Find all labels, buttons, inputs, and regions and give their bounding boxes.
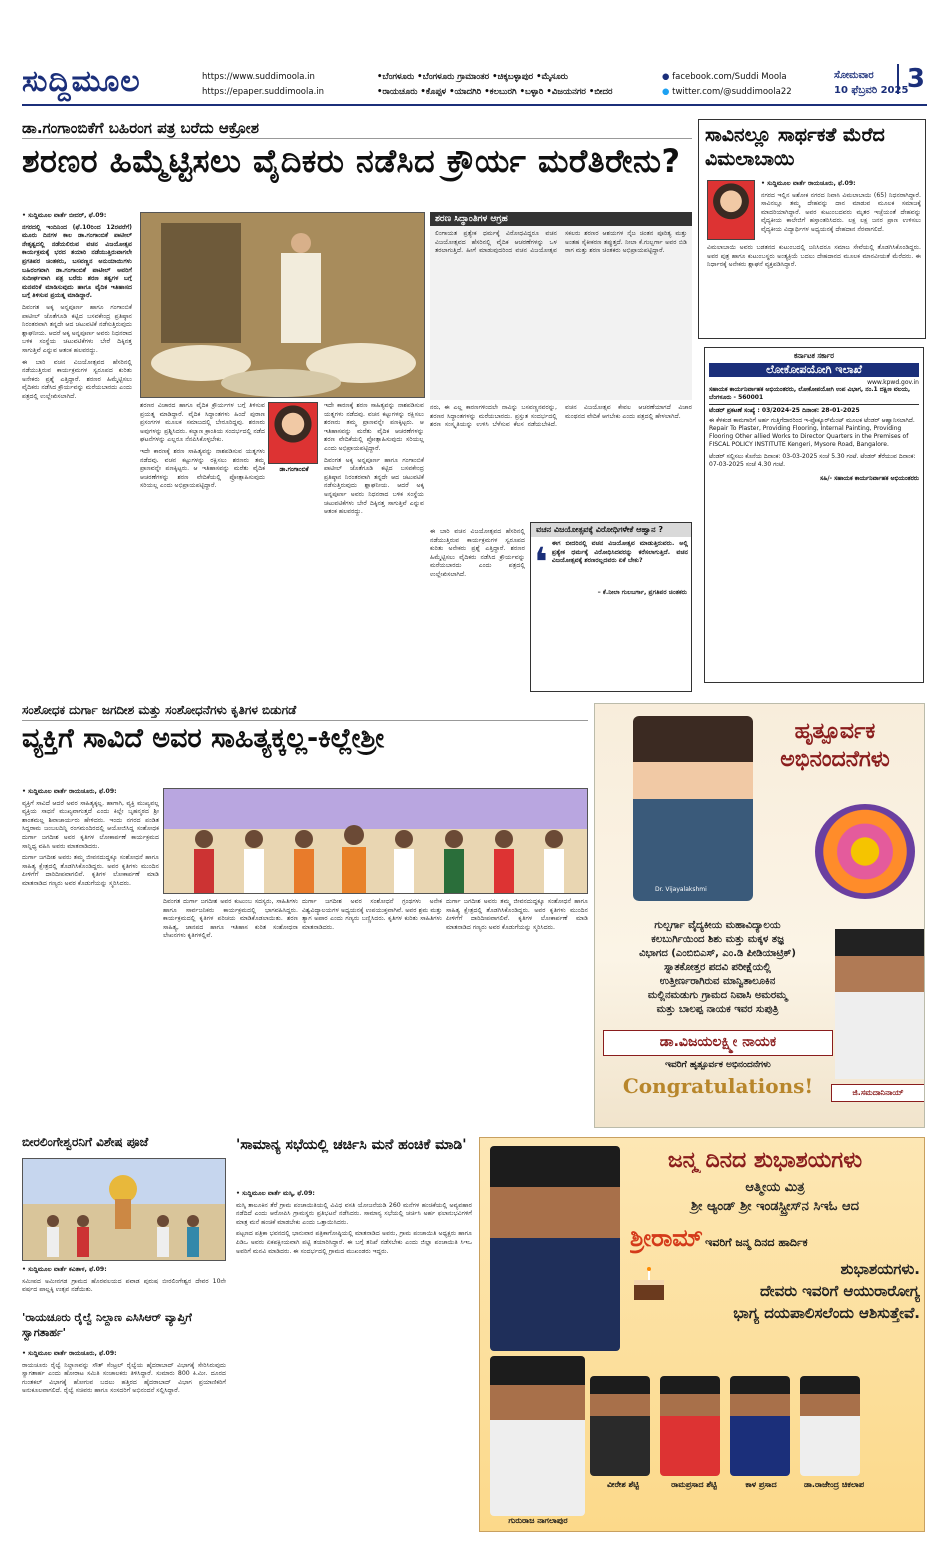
- lead-body-2: ದಿವಂಗತ ಅಕ್ಕ ಅನ್ನಪೂರ್ಣ ಹಾಗೂ ಗಂಗಾಂಬಿಕೆ ಪಾಟೀಲ್ ಜೊತೆಗೂಡಿ ಕಟ್ಟಿದ ಬಸವಕೇಂದ್ರ ಪ್ರತಿಷ್ಠಾನ ನಿರಂತರವಾಗಿ ತನ್ನದೇ ಆದ ಚಟುವಟಿಕೆ ನಡೆಸುತ್ತಿರುವುದು ಶ್ಲಾಘನೀಯ. ಆದರೆ ಅಕ್ಕ ಅನ್ನಪೂರ್ಣ ಅವರು ನಿಧನರಾದ ಬಳಿಕ ಸಂಸ್ಥೆಯ ಚಟುವಟಿಕೆಗಳು ಬೇರೆ ದಿಕ್ಕಿನತ್ತ ಸಾಗುತ್ತಿವೆ ಎನ್ನುವ ಆತಂಕ ಹಲವರದ್ದು.: [22, 303, 132, 354]
- page-number: 3: [897, 64, 925, 94]
- wisher-name: ಜಿ.ಸಮದಾನಿನಾಯ್: [831, 1084, 925, 1102]
- sidebar-opponents-author: – ಕೆ.ನೀಲಾ ಗುಲಬರ್ಗಾ, ಪ್ರಗತಿಪರ ಚಿಂತಕರು: [597, 589, 687, 596]
- doctor-photo-label: Dr. Vijayalakshmi: [655, 886, 707, 893]
- cake-icon: [630, 1264, 668, 1304]
- masthead: [22, 62, 927, 106]
- beeralingeshwara-byline: • ಸುದ್ದಿಮೂಲ ವಾರ್ತೆ ಕವಿತಾಳ, ಫೆ.09:: [22, 1266, 107, 1273]
- birthday-line-5: ದೇವರು ಇವರಿಗೆ ಆಯುರಾರೋಗ್ಯ: [760, 1282, 920, 1300]
- quote-icon: ❛: [534, 540, 548, 586]
- congrats-line-4: ಸ್ನಾತಕೋತ್ತರ ಪದವಿ ಪರೀಕ್ಷೆಯಲ್ಲಿ: [664, 962, 771, 973]
- wisher-photo-5: [800, 1376, 860, 1476]
- lead-byline: • ಸುದ್ದಿಮೂಲ ವಾರ್ತೆ ಬೀದರ್, ಫೆ.09:: [22, 212, 107, 219]
- birthday-line-4: ಶುಭಾಶಯಗಳು.: [840, 1260, 920, 1278]
- wisher-photo-3: [660, 1376, 720, 1476]
- twitter-link[interactable]: ● twitter.com/@suddimoola22: [662, 87, 792, 97]
- congrats-banner: Congratulations!: [622, 1074, 814, 1098]
- kileshri-kicker-bar: [22, 703, 588, 721]
- meeting-headline: 'ಸಾಮಾನ್ಯ ಸಭೆಯಲ್ಲಿ ಚರ್ಚಿಸಿ ಮನೆ ಹಂಚಿಕೆ ಮಾಡಿ': [236, 1137, 467, 1153]
- lead-body-3: ಈ ಬಾರಿ ವಚನ ವಿಜಯೋತ್ಸವದ ಹೆಸರಿನಲ್ಲಿ ನಡೆಯುತ್ತಿರುವ ಕಾರ್ಯಕ್ರಮಗಳ ಸ್ವರೂಪದ ಕುರಿತು ಅನೇಕರು ಪ್ರಶ್ನೆ ಎತ್ತಿದ್ದಾರೆ. ಶರಣರ ಹಿಮ್ಮೆಟ್ಟಿಸಲು ವೈದಿಕರು ನಡೆಸಿದ ಕ್ರೌರ್ಯವನ್ನು ಮರೆಯಬಾರದು ಎಂದು ಪತ್ರದಲ್ಲಿ ಉಲ್ಲೇಖಿಸಲಾಗಿದೆ.: [22, 358, 132, 400]
- vimala-story: [698, 119, 926, 339]
- tender-govt-header: ಕರ್ನಾಟಕ ಸರ್ಕಾರ: [794, 352, 834, 360]
- beeralingeshwara-photo: [22, 1158, 226, 1261]
- tender-dept: ಲೋಕೋಪಯೋಗಿ ಇಲಾಖೆ: [709, 363, 919, 377]
- social-links: [662, 70, 792, 100]
- wisher-name-5: ಡಾ.ರಾಜೇಂದ್ರ ಚಿಕಲಾಪ: [804, 1480, 864, 1489]
- meeting-byline: • ಸುದ್ದಿಮೂಲ ವಾರ್ತೆ ಮಸ್ಕಿ, ಫೆ.09:: [236, 1190, 315, 1197]
- issue-date: 10 ಫೆಬ್ರವರಿ 2025: [834, 85, 909, 96]
- congrats-line-8: ಇವರಿಗೆ ಹೃತ್ಪೂರ್ವಕ ಅಭಿನಂದನೆಗಳು: [665, 1060, 771, 1070]
- procession-illustration: [23, 1159, 226, 1261]
- lead-column-5: ಈ ಬಾರಿ ವಚನ ವಿಜಯೋತ್ಸವದ ಹೆಸರಿನಲ್ಲಿ ನಡೆಯುತ್ತಿರುವ ಕಾರ್ಯಕ್ರಮಗಳ ಸ್ವರೂಪದ ಕುರಿತು ಅನೇಕರು ಪ್ರಶ್ನೆ ಎತ್ತಿದ್ದಾರೆ. ಶರಣರ ಹಿಮ್ಮೆಟ್ಟಿಸಲು ವೈದಿಕರು ನಡೆಸಿದ ಕ್ರೌರ್ಯವನ್ನು ಮರೆಯಬಾರದು ಎಂದು ಪತ್ರದಲ್ಲಿ ಉಲ್ಲೇಖಿಸಲಾಗಿದೆ.: [430, 528, 525, 578]
- kileshri-column-2: ದಿವಂಗತ ದುರ್ಗಾ ಜಗದೀಶ ಅವರ ಕುಟುಂಬ ಸದಸ್ಯರು, ಸಾಹಿತಿಗಳು ಹಾಗೂ ಸಾರ್ವಜನಿಕರು ಕಾರ್ಯಕ್ರಮದಲ್ಲಿ ಭಾಗವಹಿಸಿದ್ದರು. ಕಾರ್ಯಕ್ರಮದಲ್ಲಿ ಕೃತಿಗಳ ಪರಿಚಯ ಮಾಡಿಕೊಡಲಾಯಿತು. ಶರಣ ಸಾಹಿತ್ಯ, ಜಾನಪದ ಹಾಗೂ ಇತಿಹಾಸ ಕುರಿತ ಸಂಶೋಧನಾ ಲೇಖನಗಳು ಕೃತಿಗಳಲ್ಲಿವೆ.: [163, 898, 298, 940]
- birthday-line-2: ಶ್ರೀ ಆ್ಯಂಡ್ ಶ್ರೀ ಇಂಡಸ್ಟ್ರೀಸ್‌ನ ಸಿಇಓ ಆದ: [690, 1199, 859, 1214]
- tender-site[interactable]: www.kpwd.gov.in: [867, 379, 919, 386]
- birthday-line-6: ಭಾಗ್ಯ ದಯಪಾಲಿಸಲೆಂದು ಆಶಿಸುತ್ತೇವೆ.: [733, 1304, 920, 1322]
- wisher-photo: [835, 929, 925, 1079]
- birthday-name: ಶ್ರೀರಾಮ್: [630, 1224, 703, 1252]
- lead-headline: ಶರಣರ ಹಿಮ್ಮೆಟ್ಟಿಸಲು ವೈದಿಕರು ನಡೆಸಿದ ಕ್ರೌರ್ಯ ಮರೆತಿರೇನು?: [22, 142, 681, 180]
- sidebar-sharana: [430, 212, 692, 400]
- congrats-title-2: ಅಭಿನಂದನೆಗಳು: [780, 747, 890, 772]
- epaper-link[interactable]: https://epaper.suddimoola.in: [202, 87, 325, 97]
- facebook-link[interactable]: ● facebook.com/Suddi Moola: [662, 72, 787, 82]
- sidebar-sharana-body: ಲಿಂಗಾಯತ ಪ್ರತ್ಯೇಕ ಧರ್ಮಕ್ಕೆ ವಿರೋಧವಿದ್ದರೂ ವಚನ ವಿಜಯೋತ್ಸವದ ಹೆಸರಿನಲ್ಲಿ ವೈದಿಕ ಆಚರಣೆಗಳನ್ನು ಒಳ ತರಲಾಗುತ್ತಿದೆ. ಹೀಗೆ ಮಾಡುವುದರಿಂದ ವಚನ ವಿಜಯೋತ್ಸವ ಸಕಲರು ಶರಣರ ಆಶಯಗಳ ನೈಜ ಚಿಂತನ ಪೂರಿತ್ಯ ಮತ್ತು ಅಂತಹ ಸೈಕೀಕರಣ ತಪ್ಪುತ್ತದೆ. ನೀಲಾ ಕೆ.ಗುಲ್ಬರ್ಗಾ ಅವರ ಬಿಡಿ ರಾಗ ಮತ್ತು ಶರಣ ಚಿಂತಕರು ಅಭಿಪ್ರಾಯಪಟ್ಟಿದ್ದಾರೆ.: [435, 230, 687, 255]
- railway-headline: 'ರಾಯಚೂರು ರೈಲ್ವೆ ನಿಲ್ದಾಣ ಎಸಿಸಿಆರ್ ವ್ಯಾಪ್ತಿಗೆ ಸ್ವಾಗತಾರ್ಹ': [22, 1311, 192, 1339]
- lead-column-2: [140, 402, 265, 692]
- kileshri-column-4: ದುರ್ಗಾ ಜಗದೀಶ ಅವರು ತಮ್ಮ ಜೀವನದುದ್ದಕ್ಕೂ ಸಂಶೋಧನೆ ಹಾಗೂ ಸಾಹಿತ್ಯ ಕ್ಷೇತ್ರದಲ್ಲಿ ತೊಡಗಿಸಿಕೊಂಡಿದ್ದರು. ಅವರ ಕೃತಿಗಳು ಮುಂದಿನ ಪೀಳಿಗೆಗೆ ದಾರಿದೀಪವಾಗಲಿವೆ. ಕೃತಿಗಳ ಲೋಕಾರ್ಪಣೆ ಮಾಡಿ ಮಾತನಾಡಿದ ಗಣ್ಯರು ಅವರ ಕೊಡುಗೆಯನ್ನು ಸ್ಮರಿಸಿದರು.: [446, 898, 588, 931]
- lead-kicker-bar: [22, 119, 692, 139]
- wisher-photo-2: [590, 1376, 650, 1476]
- lead-painting-illustration: [141, 213, 425, 398]
- tender-notice: [704, 347, 924, 683]
- congratulations-ad: [594, 703, 925, 1128]
- wishers-row: [480, 1356, 925, 1532]
- birthday-line-1: ಆತ್ಮೀಯ ಮಿತ್ರ: [745, 1180, 805, 1195]
- congrats-line-3: ವಿಭಾಗದ (ಎಂಬಿಬಿಎಸ್, ಎಂ.ಡಿ ಪೀಡಿಯಾಟ್ರಿಕ್): [639, 948, 796, 959]
- event-photo-illustration: [164, 789, 588, 894]
- vimala-byline: • ಸುದ್ದಿಮೂಲ ವಾರ್ತೆ ರಾಯಚೂರು, ಫೆ.09:: [761, 180, 856, 187]
- tender-body: ಈ ಕೆಳಕಂಡ ಕಾಮಗಾರಿಗೆ ಅರ್ಹ ಗುತ್ತಿಗೆದಾರರಿಂದ ಇ-ಪ್ರೊಕ್ಯೂರ್‌ಮೆಂಟ್ ಮೂಲಕ ಟೆಂಡರ್ ಆಹ್ವಾನಿಸಲಾಗಿದೆ. Repair To Plaster, Providing Flooring, Internal Painting, Providing Flooring Other allied Works to Director Quarters in the Premises of FISCAL POLICY INSTITUTE Kengeri, Mysore Road, Bangalore.: [709, 417, 915, 448]
- wisher-photo-4: [730, 1376, 790, 1476]
- congrats-line-7: ಮತ್ತು ಬಾಲಪ್ಪ ನಾಯಕ ಇವರ ಸುಪುತ್ರಿ: [656, 1004, 779, 1015]
- gangambike-portrait: [268, 402, 318, 464]
- tender-signature: ಸಹಿ/- ಸಹಾಯಕ ಕಾರ್ಯನಿರ್ವಾಹಕ ಅಭಿಯಂತರರು: [820, 475, 919, 482]
- wisher-name-4: ಕಾಳ ಪ್ರಸಾದ: [745, 1480, 777, 1489]
- flower-bouquet-icon: [815, 804, 915, 899]
- wisher-name-1: ಗುರುರಾಜ ನಾಗಲಾಪುರ: [508, 1516, 568, 1525]
- lead-body-5b: ದಿವಂಗತ ಅಕ್ಕ ಅನ್ನಪೂರ್ಣ ಹಾಗೂ ಗಂಗಾಂಬಿಕೆ ಪಾಟೀಲ್ ಜೊತೆಗೂಡಿ ಕಟ್ಟಿದ ಬಸವಕೇಂದ್ರ ಪ್ರತಿಷ್ಠಾನ ನಿರಂತರವಾಗಿ ತನ್ನದೇ ಆದ ಚಟುವಟಿಕೆ ನಡೆಸುತ್ತಿರುವುದು ಶ್ಲಾಘನೀಯ. ಆದರೆ ಅಕ್ಕ ಅನ್ನಪೂರ್ಣ ಅವರು ನಿಧನರಾದ ಬಳಿಕ ಸಂಸ್ಥೆಯ ಚಟುವಟಿಕೆಗಳು ಬೇರೆ ದಿಕ್ಕಿನತ್ತ ಸಾಗುತ್ತಿವೆ ಎನ್ನುವ ಆತಂಕ ಹಲವರದ್ದು.: [324, 456, 424, 516]
- beeralingeshwara-headline-box: [22, 1135, 226, 1155]
- weekday: ಸೋಮವಾರ: [834, 70, 874, 81]
- congrats-name: ಡಾ.ವಿಜಯಲಕ್ಷ್ಮೀ ನಾಯಕ: [603, 1030, 833, 1056]
- sidebar-sharana-title: ಶರಣ ಸಿದ್ಧಾಂತಿಗಳ ಆಗ್ರಹ: [430, 212, 692, 226]
- kileshri-column-1: [22, 788, 159, 1121]
- meeting-text: [236, 1190, 472, 1532]
- congrats-ad-title: [745, 718, 925, 774]
- kileshri-event-photo: [163, 788, 588, 894]
- kileshri-body-2: ದುರ್ಗಾ ಜಗದೀಶ ಅವರು ತಮ್ಮ ಜೀವನದುದ್ದಕ್ಕೂ ಸಂಶೋಧನೆ ಹಾಗೂ ಸಾಹಿತ್ಯ ಕ್ಷೇತ್ರದಲ್ಲಿ ತೊಡಗಿಸಿಕೊಂಡಿದ್ದರು. ಅವರ ಕೃತಿಗಳು ಮುಂದಿನ ಪೀಳಿಗೆಗೆ ದಾರಿದೀಪವಾಗಲಿವೆ. ಕೃತಿಗಳ ಲೋಕಾರ್ಪಣೆ ಮಾಡಿ ಮಾತನಾಡಿದ ಗಣ್ಯರು ಅವರ ಕೊಡುಗೆಯನ್ನು ಸ್ಮರಿಸಿದರು.: [22, 854, 159, 887]
- lead-kicker: ಡಾ.ಗಂಗಾಂಬಿಕೆಗೆ ಬಹಿರಂಗ ಪತ್ರ ಬರೆದು ಆಕ್ರೋಶ: [22, 119, 259, 137]
- wisher-photo-1: [490, 1356, 585, 1516]
- doctor-photo: [633, 716, 753, 901]
- wisher-name-3: ರಾಮಪ್ರಸಾದ ಶೆಟ್ಟಿ: [671, 1480, 717, 1489]
- birthday-name-row: [630, 1224, 920, 1258]
- vimala-portrait: [707, 180, 755, 240]
- meeting-body-2: ಪಟ್ಟಣದ ಪತ್ರಿಕಾ ಭವನದಲ್ಲಿ ಭಾನುವಾರ ಪತ್ರಿಕಾಗೋಷ್ಠಿಯಲ್ಲಿ ಮಾತನಾಡಿದ ಅವರು, ಗ್ರಾಮ ಪಂಚಾಯಿತಿ ಅಧ್ಯಕ್ಷರು ಹಾಗೂ ಪಿಡಿಒ ಅವರು ಏಕಪಕ್ಷೀಯವಾಗಿ ಪಟ್ಟಿ ತಯಾರಿಸಿದ್ದಾರೆ. ಈ ಬಗ್ಗೆ ತನಿಖೆ ನಡೆಸಬೇಕು ಎಂದು ಜಿಲ್ಲಾ ಪಂಚಾಯಿತಿ ಸಿಇಒ ಅವರಿಗೆ ಮನವಿ ಮಾಡಿದರು. ಈ ಸಂದರ್ಭದಲ್ಲಿ ಗ್ರಾಮದ ಮುಖಂಡರು ಇದ್ದರು.: [236, 1230, 472, 1255]
- meeting-headline-box: [236, 1135, 472, 1187]
- congrats-line-2: ಕಲಬುರ್ಗಿಯಿಂದ ಶಿಶು ಮತ್ತು ಮಕ್ಕಳ ತಜ್ಞ: [651, 934, 784, 945]
- kileshri-headline-box: [22, 723, 588, 779]
- birthday-ad-title: ಜನ್ಮ ದಿನದ ಶುಭಾಶಯಗಳು: [667, 1148, 863, 1173]
- tender-office: ಸಹಾಯಕ ಕಾರ್ಯನಿರ್ವಾಹಕ ಅಭಿಯಂತರರು, ಲೋಕೋಪಯೋಗಿ ಉಪ ವಿಭಾಗ, ನಂ.1 ದಕ್ಷಿಣ ವಲಯ, ಬೆಂಗಳೂರು - 560001: [709, 386, 919, 405]
- vimala-body-2: ವಿಮಲಾಬಾಯಿ ಅವರು ಬಡತನದ ಕುಟುಂಬದಲ್ಲಿ ಜನಿಸಿದರೂ ಸಮಾಜ ಸೇವೆಯಲ್ಲಿ ತೊಡಗಿಸಿಕೊಂಡಿದ್ದರು. ಅವರ ಪುತ್ರ ಹಾಗೂ ಕುಟುಂಬಸ್ಥರು ಅಂತ್ಯಕ್ರಿಯೆ ಬದಲು ದೇಹದಾನದ ಮೂಲಕ ಮಾನವೀಯತೆ ಮೆರೆದರು. ಈ ನಿರ್ಧಾರಕ್ಕೆ ಅನೇಕರು ಶ್ಲಾಘನೆ ವ್ಯಕ್ತಪಡಿಸಿದ್ದಾರೆ.: [707, 244, 921, 269]
- sidebar-opponents: [530, 522, 692, 692]
- congrats-line-5: ಉತ್ತೀರ್ಣರಾಗಿರುವ ಮಾನ್ವಿತಾಲೂಕಿನ: [659, 976, 776, 987]
- congrats-line-1: ಗುಲ್ಬರ್ಗಾ ವೈದ್ಯಕೀಯ ಮಹಾವಿದ್ಯಾಲಯ: [654, 920, 781, 931]
- birthday-ad: [479, 1137, 925, 1532]
- congrats-title-1: ಹೃತ್ಪೂರ್ವಕ: [794, 719, 876, 744]
- gangambike-caption: ಡಾ.ಗಂಗಾಂಬಿಕೆ: [279, 466, 309, 473]
- shriram-photo: [490, 1146, 620, 1351]
- congrats-line-6: ಮಲ್ಲಿನಮಡುಗು ಗ್ರಾಮದ ನಿವಾಸಿ ಅಮರಮ್ಮ: [647, 990, 788, 1001]
- birthday-wish: [628, 1258, 920, 1324]
- sidebar-opponents-title: ವಚನ ವಿಜಯೋತ್ಸವಕ್ಕೆ ವಿರೋಧಿಗಳೇಕೆ ಆಹ್ವಾನ ?: [531, 523, 691, 537]
- birthday-intro: [630, 1178, 920, 1216]
- lead-headline-box: [22, 142, 692, 192]
- railway-text: [22, 1350, 226, 1532]
- meeting-body-1: ಮಸ್ಕಿ ತಾಲೂಕಿನ ತೆರೆ ಗ್ರಾಮ ಪಂಚಾಯಿತಿಯಲ್ಲಿ ವಿವಿಧ ವಸತಿ ಯೋಜನೆಯಡಿ 260 ಮನೆಗಳ ಹಂಚಿಕೆಯಲ್ಲಿ ಅವ್ಯವಹಾರ ನಡೆದಿದೆ ಎಂದು ಆರೋಪಿಸಿ ಗ್ರಾಮಸ್ಥರು ಪ್ರತಿಭಟನೆ ನಡೆಸಿದರು. ಸಾಮಾನ್ಯ ಸಭೆಯಲ್ಲಿ ಚರ್ಚಿಸಿ ಅರ್ಹ ಫಲಾನುಭವಿಗಳಿಗೆ ಮಾತ್ರ ಮನೆ ಹಂಚಿಕೆ ಮಾಡಬೇಕು ಎಂದು ಒತ್ತಾಯಿಸಿದರು.: [236, 1201, 472, 1226]
- website-link[interactable]: https://www.suddimoola.in: [202, 72, 315, 82]
- vimala-intro: [761, 180, 921, 240]
- sidebar-opponents-quote: ಈಗ ಬೀದರಿನಲ್ಲಿ ವಚನ ವಿಜಯೋತ್ಸವ ಮಾಡುತ್ತಿರುವರು. ಅಲ್ಲಿ ಪ್ರತ್ಯೇಕ ಧರ್ಮಕ್ಕೆ ವಿರೋಧಿಸಿದವರನ್ನು ಕರೆಸಲಾಗುತ್ತಿದೆ. ವಚನ ವಿಜಯೋತ್ಸವಕ್ಕೆ ಶರಣರಲ್ಲದವರು ಏಕೆ ಬೇಕು?: [551, 540, 688, 565]
- beeralingeshwara-headline: ಬೀರಲಿಂಗೇಶ್ವರನಿಗೆ ವಿಶೇಷ ಪೂಜೆ: [22, 1135, 149, 1149]
- lead-body-4b: ಇದೇ ಕಾರಣಕ್ಕೆ ಶರಣ ಸಾಹಿತ್ಯವನ್ನು ನಾಶಪಡಿಸುವ ಯತ್ನಗಳು ನಡೆದವು. ವಚನ ಕಟ್ಟುಗಳನ್ನು ರಕ್ಷಿಸಲು ಶರಣರು ತಮ್ಮ ಪ್ರಾಣವನ್ನೇ ಪಣಕ್ಕಿಟ್ಟರು. ಆ ಇತಿಹಾಸವನ್ನು ಮರೆತು ವೈದಿಕ ಆಚರಣೆಗಳನ್ನು ಶರಣ ವೇದಿಕೆಯಲ್ಲಿ ಪ್ರೋತ್ಸಾಹಿಸುವುದು ಸರಿಯಲ್ಲ ಎಂದು ಅಭಿಪ್ರಾಯಪಟ್ಟಿದ್ದಾರೆ.: [140, 447, 265, 490]
- beeralingeshwara-body: ಸಮೀಪದ ಅಮೀನಗಡ ಗ್ರಾಮದ ಹೊರವಲಯದ ಪವಾಡ ಪುರುಷ ಬೀರಲಿಂಗೇಶ್ವರ ದೇವರ 10ನೇ ವರ್ಷದ ಪಾಲ್ಲಕ್ಕಿ ಉತ್ಸವ ನಡೆಯಿತು.: [22, 1277, 226, 1294]
- tender-dates: ಟೆಂಡರ್ ಸಲ್ಲಿಸಲು ಕೊನೆಯ ದಿನಾಂಕ: 03-03-2025 ಸಂಜೆ 5.30 ಗಂಟೆ. ಟೆಂಡರ್ ತೆರೆಯುವ ದಿನಾಂಕ: 07-03-2025 ಸಂಜೆ 4.30 ಗಂಟೆ.: [709, 453, 916, 468]
- twitter-icon: ●: [662, 87, 670, 97]
- facebook-icon: ●: [662, 72, 670, 82]
- kileshri-byline: • ಸುದ್ದಿಮೂಲ ವಾರ್ತೆ ರಾಯಚೂರು, ಫೆ.09:: [22, 788, 117, 795]
- lead-body-5: ಇದೇ ಕಾರಣಕ್ಕೆ ಶರಣ ಸಾಹಿತ್ಯವನ್ನು ನಾಶಪಡಿಸುವ ಯತ್ನಗಳು ನಡೆದವು. ವಚನ ಕಟ್ಟುಗಳನ್ನು ರಕ್ಷಿಸಲು ಶರಣರು ತಮ್ಮ ಪ್ರಾಣವನ್ನೇ ಪಣಕ್ಕಿಟ್ಟರು. ಆ ಇತಿಹಾಸವನ್ನು ಮರೆತು ವೈದಿಕ ಆಚರಣೆಗಳನ್ನು ಶರಣ ವೇದಿಕೆಯಲ್ಲಿ ಪ್ರೋತ್ಸಾಹಿಸುವುದು ಸರಿಯಲ್ಲ ಎಂದು ಅಭಿಪ್ರಾಯಪಟ್ಟಿದ್ದಾರೆ.: [324, 402, 424, 452]
- district-nav-row-2: •ರಾಯಚೂರು •ಕೊಪ್ಪಳ •ಯಾದಗಿರಿ •ಕಲಬುರಗಿ •ಬಳ್ಳಾರಿ •ವಿಜಯನಗರ •ಬೀದರ: [377, 87, 613, 97]
- tender-notice-number: ಟೆಂಡರ್ ಪ್ರಕಟಣೆ ಸಂಖ್ಯೆ : 03/2024-25 ದಿನಾಂಕ: 28-01-2025: [709, 407, 860, 414]
- kileshri-body-1: ವ್ಯಕ್ತಿಗೆ ಸಾವಿದೆ ಆದರೆ ಅವರ ಸಾಹಿತ್ಯಕ್ಕಲ್ಲ. ಹಾಗಾಗಿ, ವ್ಯಕ್ತಿ ಮುಖ್ಯವಲ್ಲ ವ್ಯಕ್ತಿಯ ಸಾಧನೆ ಮುಖ್ಯವಾಗುತ್ತದೆ ಎಂದು ಕಿಲ್ಲೇ ಬೃಹನ್ಮಠದ ಶ್ರೀ ಶಾಂತಮಲ್ಲ ಶಿವಾಚಾರ್ಯರು ಹೇಳಿದರು. ಇಂದು ನಗರದ ಪಂಡಿತ ಸಿದ್ದರಾಮ ಜಂಬಲದಿನ್ನಿ ರಂಗಮಂದಿರದಲ್ಲಿ ಆಯೋಜಿಸಿದ್ದ ಸಂಶೋಧಕ ದುರ್ಗಾ ಜಗದೀಶ ಅವರ ಕೃತಿಗಳ ಲೋಕಾರ್ಪಣೆ ಕಾರ್ಯಕ್ರಮದ ಸಾನ್ನಿಧ್ಯ ವಹಿಸಿ ಅವರು ಮಾತನಾಡಿದರು.: [22, 799, 159, 850]
- web-links: [202, 70, 324, 100]
- congrats-text: [605, 919, 830, 1017]
- kileshri-kicker: ಸಂಶೋಧಕ ದುರ್ಗಾ ಜಗದೀಶ ಮತ್ತು ಸಂಶೋಧನೆಗಳು ಕೃತಿಗಳ ಬಿಡುಗಡೆ: [22, 703, 297, 717]
- kileshri-column-3: ದುರ್ಗಾ ಜಗದೀಶ ಅವರ ಸಂಶೋಧನೆ ಗ್ರಂಥಗಳು ಅನೇಕ ವಿಶ್ವವಿದ್ಯಾಲಯಗಳ ಅಧ್ಯಯನಕ್ಕೆ ಉಪಯುಕ್ತವಾಗಿವೆ. ಅವರ ಶ್ರಮ ಮತ್ತು ತ್ಯಾಗ ಅಪಾರ ಎಂದು ಗಣ್ಯರು ಬಣ್ಣಿಸಿದರು. ಕೃತಿಗಳ ಕುರಿತು ಸಾಹಿತಿಗಳು ಮಾತನಾಡಿದರು.: [302, 898, 442, 931]
- lead-column-1: [22, 212, 132, 692]
- lead-body-1: ನಗರದಲ್ಲಿ ಇಂದಿನಿಂದ (ಫೆ.10ರಿಂದ 12ರವರೆಗೆ) ಮೂರು ದಿನಗಳ ಕಾಲ ಡಾ.ಗಂಗಾಂಬಿಕೆ ಪಾಟೀಲ್ ನೇತೃತ್ವದಲ್ಲಿ ನಡೆಯಲಿರುವ ವಚನ ವಿಜಯೋತ್ಸವ ಕಾರ್ಯಕ್ರಮಕ್ಕೆ ಭರದ ತಯಾರಿ ನಡೆಯುತ್ತಿರುವಾಗಲೇ ಪ್ರಗತಿಪರ ಚಿಂತಕರು, ಬಸವಣ್ಣನ ಅನುಯಾಯಿಗಳು ಬಹಿರಂಗವಾಗಿ ಡಾ.ಗಂಗಾಂಬಿಕೆ ಪಾಟೀಲ್ ಅವರಿಗೆ ಸುದೀರ್ಘವಾಗಿ ಪತ್ರ ಬರೆದು ಶರಣ ತತ್ವಗಳ ಬಗ್ಗೆ ಮನವರಿಕೆ ಮಾಡಿಸುವುದು ಹಾಗೂ ವೈದಿಕ ಇತಿಹಾಸದ ಬಗ್ಗೆ ತಿಳಿಸುವ ಪ್ರಯತ್ನ ಮಾಡಿದ್ದಾರೆ.: [22, 223, 132, 300]
- newspaper-logo: ಸುದ್ದಿಮೂಲ: [22, 64, 141, 99]
- district-nav-row-1: •ಬೆಂಗಳೂರು •ಬೆಂಗಳೂರು ಗ್ರಾಮಾಂತರ •ಚಿಕ್ಕಬಳ್ಳಾಪುರ •ಮೈಸೂರು: [377, 72, 568, 82]
- birthday-line-3: ಇವರಿಗೆ ಜನ್ಮ ದಿನದ ಹಾರ್ದಿಕ: [705, 1236, 808, 1249]
- railway-headline-box: [22, 1310, 226, 1346]
- lead-body-4: ಶರಣರ ವಿಚಾರದ ಹಾಗೂ ವೈದಿಕ ಕ್ರೌರ್ಯಗಳ ಬಗ್ಗೆ ತಿಳಿಸುವ ಪ್ರಯತ್ನ ಮಾಡಿದ್ದಾರೆ. ವೈದಿಕ ಸಿದ್ಧಾಂತಗಳು ಹಿಂದೆ ಪುರಾಣ ಪ್ರಸಂಗಗಳ ಮೂಲಕ ಸಮಾಜದಲ್ಲಿ ಬೇರೂರಿದ್ದವು. ಶರಣರು ಅವುಗಳನ್ನು ಪ್ರಶ್ನಿಸಿದರು. ಕಲ್ಯಾಣ ಕ್ರಾಂತಿಯ ಸಂದರ್ಭದಲ್ಲಿ ನಡೆದ ಘಟನೆಗಳನ್ನು ಎಲ್ಲರೂ ನೆನಪಿಸಿಕೊಳ್ಳಬೇಕು.: [140, 402, 265, 444]
- railway-byline: • ಸುದ್ದಿಮೂಲ ವಾರ್ತೆ ರಾಯಚೂರು, ಫೆ.09:: [22, 1350, 117, 1357]
- district-nav: [377, 70, 612, 100]
- lead-column-3: [324, 402, 424, 692]
- vimala-body-1: ನಗರದ ಇಲ್ಲಿನ ಅಶೋಕ ನಗರದ ನಿವಾಸಿ ವಿಮಲಾಬಾಯಿ (65) ನಿಧನರಾಗಿದ್ದಾರೆ. ಸಾವಿನಲ್ಲೂ ತಮ್ಮ ದೇಹವನ್ನು ದಾನ ಮಾಡುವ ಮೂಲಕ ಸಮಾಜಕ್ಕೆ ಮಾದರಿಯಾಗಿದ್ದಾರೆ. ಅವರ ಕುಟುಂಬದವರು ಮೃತರ ಇಚ್ಛೆಯಂತೆ ದೇಹವನ್ನು ವೈದ್ಯಕೀಯ ಕಾಲೇಜಿಗೆ ಹಸ್ತಾಂತರಿಸಿದರು. ಲಕ್ಷ ಲಕ್ಷ ಜನರ ಪ್ರಾಣ ಉಳಿಸಲು ವೈದ್ಯಕೀಯ ವಿದ್ಯಾರ್ಥಿಗಳ ಅಧ್ಯಯನಕ್ಕೆ ದೇಹದಾನ ನೆರವಾಗಲಿದೆ.: [761, 191, 921, 233]
- lead-column-4: ನರು, ಈ ಎಲ್ಲ ಕಾರಣಗಳಿಂದಲೇ ನಾವಿನ್ನು ಬಸವಣ್ಣನವರನ್ನು, ಶರಣರ ಸಿದ್ಧಾಂತಗಳನ್ನು ಮರೆಯಬಾರದು. ಪ್ರಸ್ತುತ ಸಂದರ್ಭದಲ್ಲಿ ಶರಣ ಸಂಸ್ಕೃತಿಯನ್ನು ಉಳಿಸಿ ಬೆಳೆಸುವ ಕೆಲಸ ನಡೆಯಬೇಕಿದೆ. ವಚನ ವಿಜಯೋತ್ಸವ ಕೇವಲ ಆಚರಣೆಯಾಗದೆ ವಿಚಾರ ಮಂಥನದ ವೇದಿಕೆ ಆಗಬೇಕು ಎಂದು ಪತ್ರದಲ್ಲಿ ಹೇಳಲಾಗಿದೆ.: [430, 404, 692, 429]
- kileshri-headline: ವ್ಯಕ್ತಿಗೆ ಸಾವಿದೆ ಅವರ ಸಾಹಿತ್ಯಕ್ಕಲ್ಲ-ಕಿಲ್ಲೇಶ್ರೀ: [22, 723, 385, 754]
- lead-painting-photo: [140, 212, 425, 398]
- beeralingeshwara-text: [22, 1266, 226, 1306]
- vimala-headline: ಸಾವಿನಲ್ಲೂ ಸಾರ್ಥಕತೆ ಮೆರೆದ ವಿಮಲಾಬಾಯಿ: [705, 124, 885, 170]
- railway-body: ರಾಯಚೂರು ರೈಲ್ವೆ ನಿಲ್ದಾಣವನ್ನು ಸೌತ್ ಸೆಂಟ್ರಲ್ ರೈಲ್ವೆಯ ಹೈದರಾಬಾದ್ ವಿಭಾಗಕ್ಕೆ ಸೇರಿಸಿರುವುದು ಸ್ವಾಗತಾರ್ಹ ಎಂದು ಹೋರಾಟ ಸಮಿತಿ ಸಂಚಾಲಕರು ತಿಳಿಸಿದ್ದಾರೆ. ಸುಮಾರು 800 ಕಿ.ಮೀ. ದೂರದ ಗುಂತಕಲ್ ವಿಭಾಗಕ್ಕೆ ಹೋಗುವ ಬದಲು ಹತ್ತಿರದ ಹೈದರಾಬಾದ್ ವಿಭಾಗ ಪ್ರಯಾಣಿಕರಿಗೆ ಅನುಕೂಲವಾಗಲಿದೆ. ರೈಲ್ವೆ ಸಚಿವರು ಹಾಗೂ ಸಂಸದರಿಗೆ ಅಭಿನಂದನೆ ಸಲ್ಲಿಸಿದ್ದಾರೆ.: [22, 1361, 226, 1395]
- wisher-name-2: ವೀರೇಶ ಶೆಟ್ಟಿ: [607, 1480, 639, 1489]
